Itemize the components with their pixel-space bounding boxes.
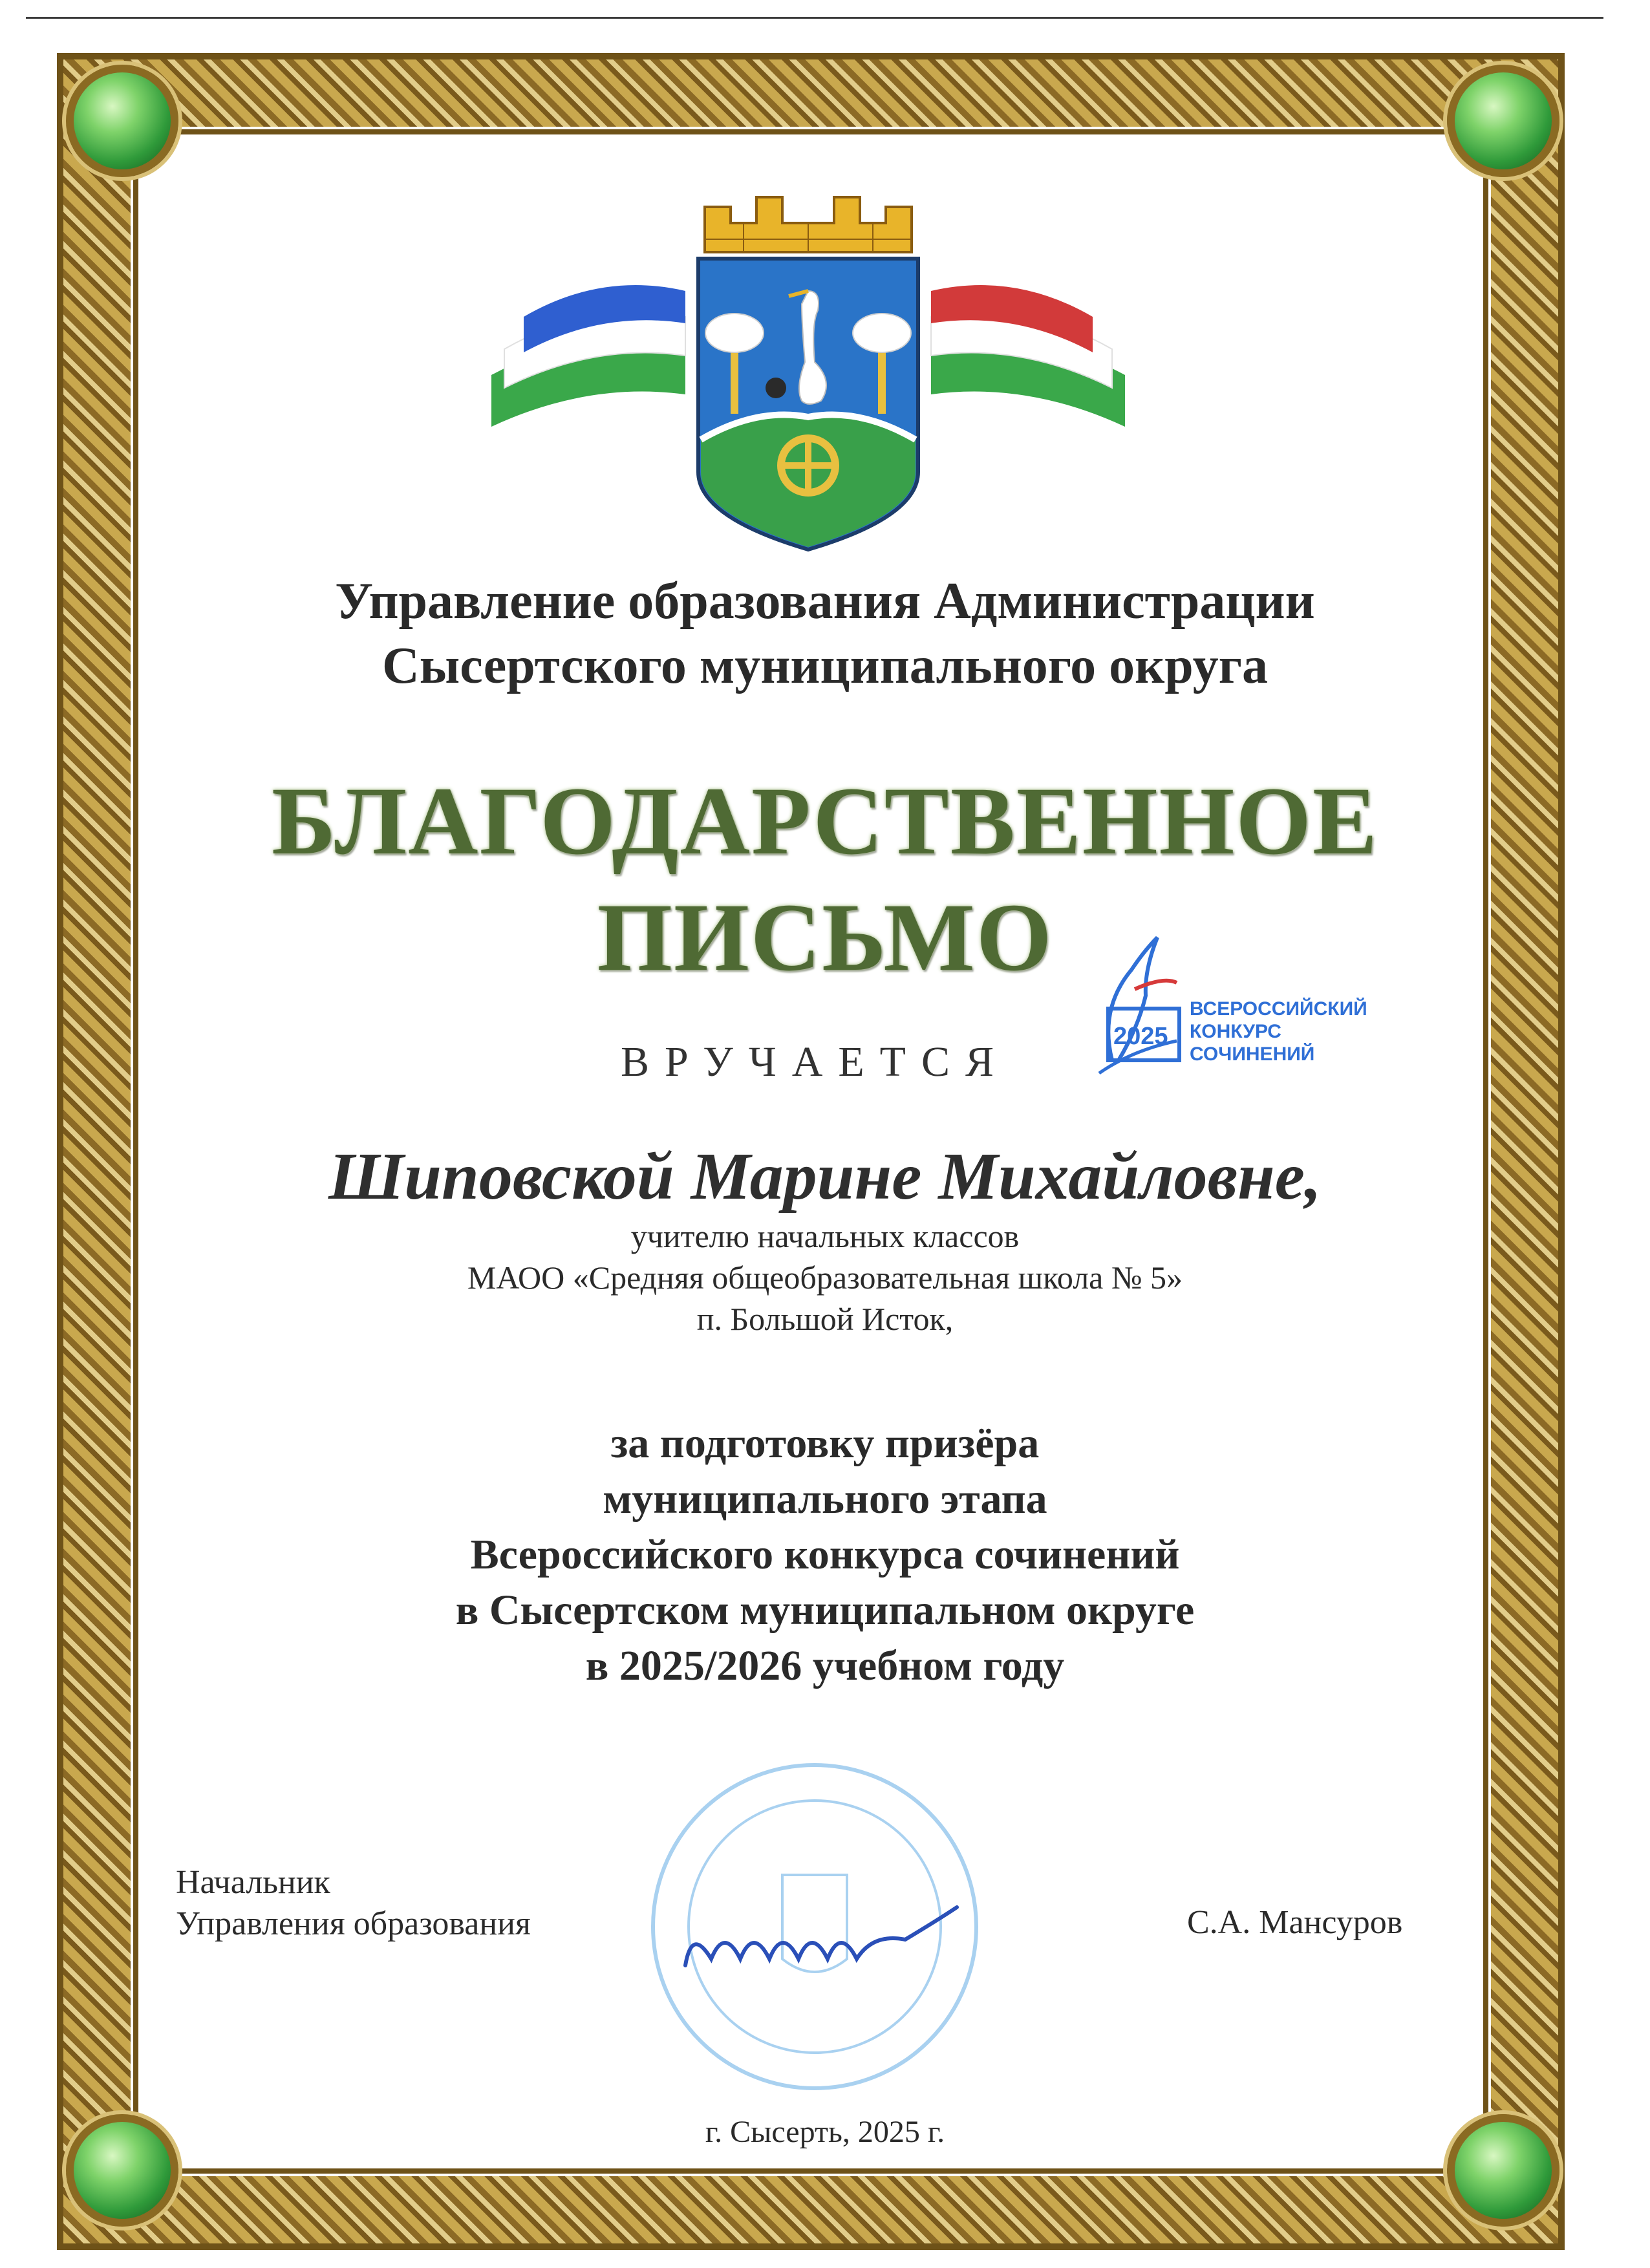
- authority-line-1: Управление образования Администрации: [335, 573, 1315, 630]
- authority-line-2: Сысертского муниципального округа: [382, 637, 1268, 694]
- issuing-authority: [0, 569, 1650, 698]
- reason-line-1: за подготовку призёра: [610, 1420, 1040, 1467]
- reason-line-2: муниципального этапа: [603, 1475, 1047, 1523]
- award-reason: [0, 1416, 1650, 1694]
- place-and-date: г. Сысерть, 2025 г.: [705, 2115, 945, 2149]
- flag-ribbon-right: [931, 285, 1125, 427]
- scan-edge-line: [26, 17, 1603, 19]
- recipient-name: Шиповской Марине Михайловне,: [328, 1139, 1322, 1214]
- contest-logo-line-3: СОЧИНЕНИЙ: [1190, 1043, 1315, 1065]
- reason-line-4: в Сысертском муниципальном округе: [455, 1587, 1195, 1634]
- document-heading: [0, 763, 1650, 996]
- mural-crown: [705, 197, 912, 252]
- contest-logo-line-2: КОНКУРС: [1190, 1021, 1281, 1042]
- signatory-title-line-1: Начальник: [176, 1864, 330, 1901]
- reason-line-3: Всероссийского конкурса сочинений: [470, 1531, 1180, 1578]
- coat-of-arms-emblem: [485, 194, 1131, 556]
- heading-line-1: БЛАГОДАРСТВЕННОЕ: [272, 767, 1378, 875]
- recipient-position: учителю начальных классов: [630, 1218, 1020, 1254]
- contest-logo: [1073, 912, 1384, 1080]
- recipient-school: МАОО «Средняя общеобразовательная школа № 5»: [467, 1259, 1183, 1296]
- handwritten-signature: [685, 1907, 957, 1965]
- water-wheel: [781, 438, 835, 493]
- signatory-title: [176, 1862, 531, 1945]
- contest-logo-line-1: ВСЕРОССИЙСКИЙ: [1190, 998, 1367, 1020]
- recipient-details: [0, 1215, 1650, 1340]
- official-stamp: [634, 1746, 996, 2108]
- corner-gem-top-right: [1447, 65, 1559, 177]
- awarded-label: ВРУЧАЕТСЯ: [621, 1038, 1010, 1086]
- signatory-name: С.А. Мансуров: [1187, 1904, 1403, 1941]
- heading-line-2: ПИСЬМО: [597, 884, 1053, 991]
- recipient-locality: п. Большой Исток,: [696, 1301, 954, 1337]
- reason-line-5: в 2025/2026 учебном году: [585, 1642, 1065, 1689]
- signatory-title-line-2: Управления образования: [176, 1905, 531, 1942]
- shield: [698, 259, 918, 550]
- flag-ribbon-left: [491, 285, 685, 427]
- contest-logo-year: 2025: [1113, 1023, 1168, 1050]
- corner-gem-top-left: [66, 65, 178, 177]
